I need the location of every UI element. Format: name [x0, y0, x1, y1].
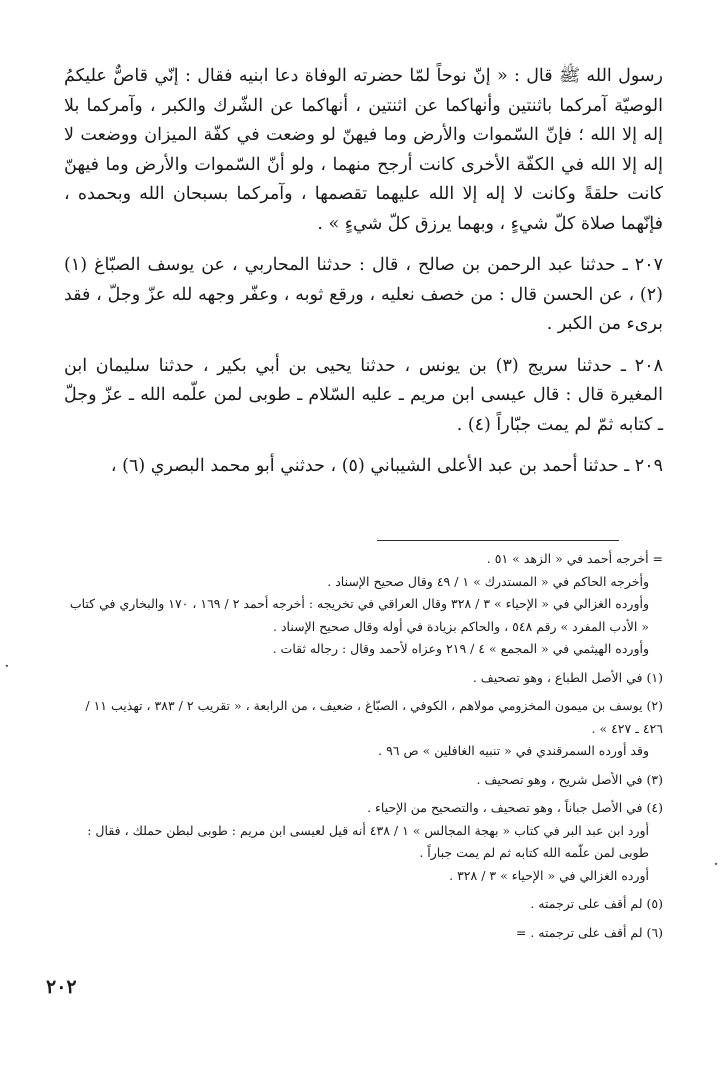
footnote-line: = أخرجه أحمد في « الزهد » ٥١ .: [486, 551, 663, 566]
footnote-line: (٤) في الأصل جباناً ، وهو تصحيف ، والتصحيح من الإحياء .: [367, 800, 663, 815]
footnote-5: [64, 893, 663, 916]
page-number: ٢٠٢: [46, 976, 77, 998]
footnote-line: (٥) لم أقف على ترجمته .: [530, 896, 663, 911]
paragraph-208: ٢٠٨ ـ حدثنا سريج (٣) بن يونس ، حدثنا يحيى بن أبي بكير ، حدثنا سليمان ابن المغيرة قال : قال عيسى ابن مريم ـ عليه السّلام ـ طوبى لمن علّمه الله ـ عزّ وجلّ ـ كتابه ثمّ لم يمت جبّاراً (٤) .: [64, 355, 663, 435]
footnote-line: وأورده الغزالي في « الإحياء » ٣ / ٣٢٨ وقال العراقي في تخريجه : أخرجه أحمد ٢ / ١٦٩ ، ١٧٠ والبخاري في كتاب « الأدب المفرد » رقم ٥٤٨ ، والحاكم بزيادة في أوله وقال صحيح الإسناد .: [69, 596, 649, 634]
footnote-2: [64, 695, 663, 763]
footnote-line: أورده الغزالي في « الإحياء » ٣ / ٣٢٨ .: [449, 867, 649, 883]
paragraph-hadith-nuh: رسول الله ﷺ قال : « إنّ نوحاً لمّا حضرته الوفاة دعا ابنيه فقال : إنّي قاصٌّ عليكمُ الوصيّة آمركما باثنتين وأنهاكما عن اثنتين ، أنهاكما عن الشّرك والكبر ، وآمركما بلا إله إلا الله ؛ فإنّ السّموات والأرض وما فيهنّ لو وضعت في كفّة الميزان ووضعت لا إله إلا الله في الكفّة الأخرى كانت أرجح منهما ، ولو أنّ السّموات والأرض وما فيهنّ كانت حلقةً وكانت لا إله إلا الله عليهما تقصمها ، وآمركما بسبحان الله وبحمده ، فإنّهما صلاة كلّ شيءٍ ، وبهما يرزق كلّ شيءٍ » .: [64, 66, 663, 234]
footnote-line: أورد ابن عبد البر في كتاب « بهجة المجالس » ١ / ٤٣٨ أنه قيل لعيسى ابن مريم : طوبى لبطن حملك ، فقال : طوبى لمن علّمه الله كتابه ثم لم يمت جباراً .: [87, 822, 649, 860]
main-text: [64, 62, 663, 494]
footnote-continuation: [64, 548, 663, 661]
footnote-4: [64, 797, 663, 887]
footnote-line: وأورده الهيثمي في « المجمع » ٤ / ٢١٩ وعزاه لأحمد وقال : رجاله ثقات .: [272, 641, 649, 656]
paragraph-207: ٢٠٧ ـ حدثنا عبد الرحمن بن صالح ، قال : حدثنا المحاربي ، عن يوسف الصبّاغ (١) (٢) ، عن الحسن قال : من خصف نعليه ، ورقع ثوبه ، وعفّر وجهه لله عزّ وجلّ ، فقد برىء من الكبر .: [64, 255, 663, 334]
paragraph-209: ٢٠٩ ـ حدثنا أحمد بن عبد الأعلى الشيباني (٥) ، حدثني أبو محمد البصري (٦) ،: [110, 456, 663, 476]
footnote-line: (٢) يوسف بن ميمون المخزومي مولاهم ، الكوفي ، الصبّاغ ، ضعيف ، من الرابعة ، « تقريب ٢ / ٣٨٣ ، تهذيب ١١ / ٤٢٦ ـ ٤٢٧ » .: [85, 698, 663, 736]
footnote-separator: [377, 540, 619, 541]
margin-tick-mark: ·: [713, 854, 719, 875]
footnote-line: (١) في الأصل الطباع ، وهو تصحيف .: [472, 669, 663, 685]
footnote-line: (٣) في الأصل شريح ، وهو تصحيف .: [476, 771, 663, 787]
footnote-3: [64, 769, 663, 792]
footnotes: [64, 548, 663, 950]
footnote-line: وقد أورده السمرقندي في « تنبيه الغافلين » ص ٩٦ .: [378, 743, 649, 758]
footnote-line: (٦) لم أقف على ترجمته . =: [515, 924, 663, 940]
footnote-line: وأخرجه الحاكم في « المستدرك » ١ / ٤٩ وقال صحيح الإسناد .: [327, 573, 649, 589]
footnote-1: [64, 667, 663, 690]
margin-tick-mark: ·: [4, 656, 10, 677]
footnote-6: [64, 922, 663, 945]
